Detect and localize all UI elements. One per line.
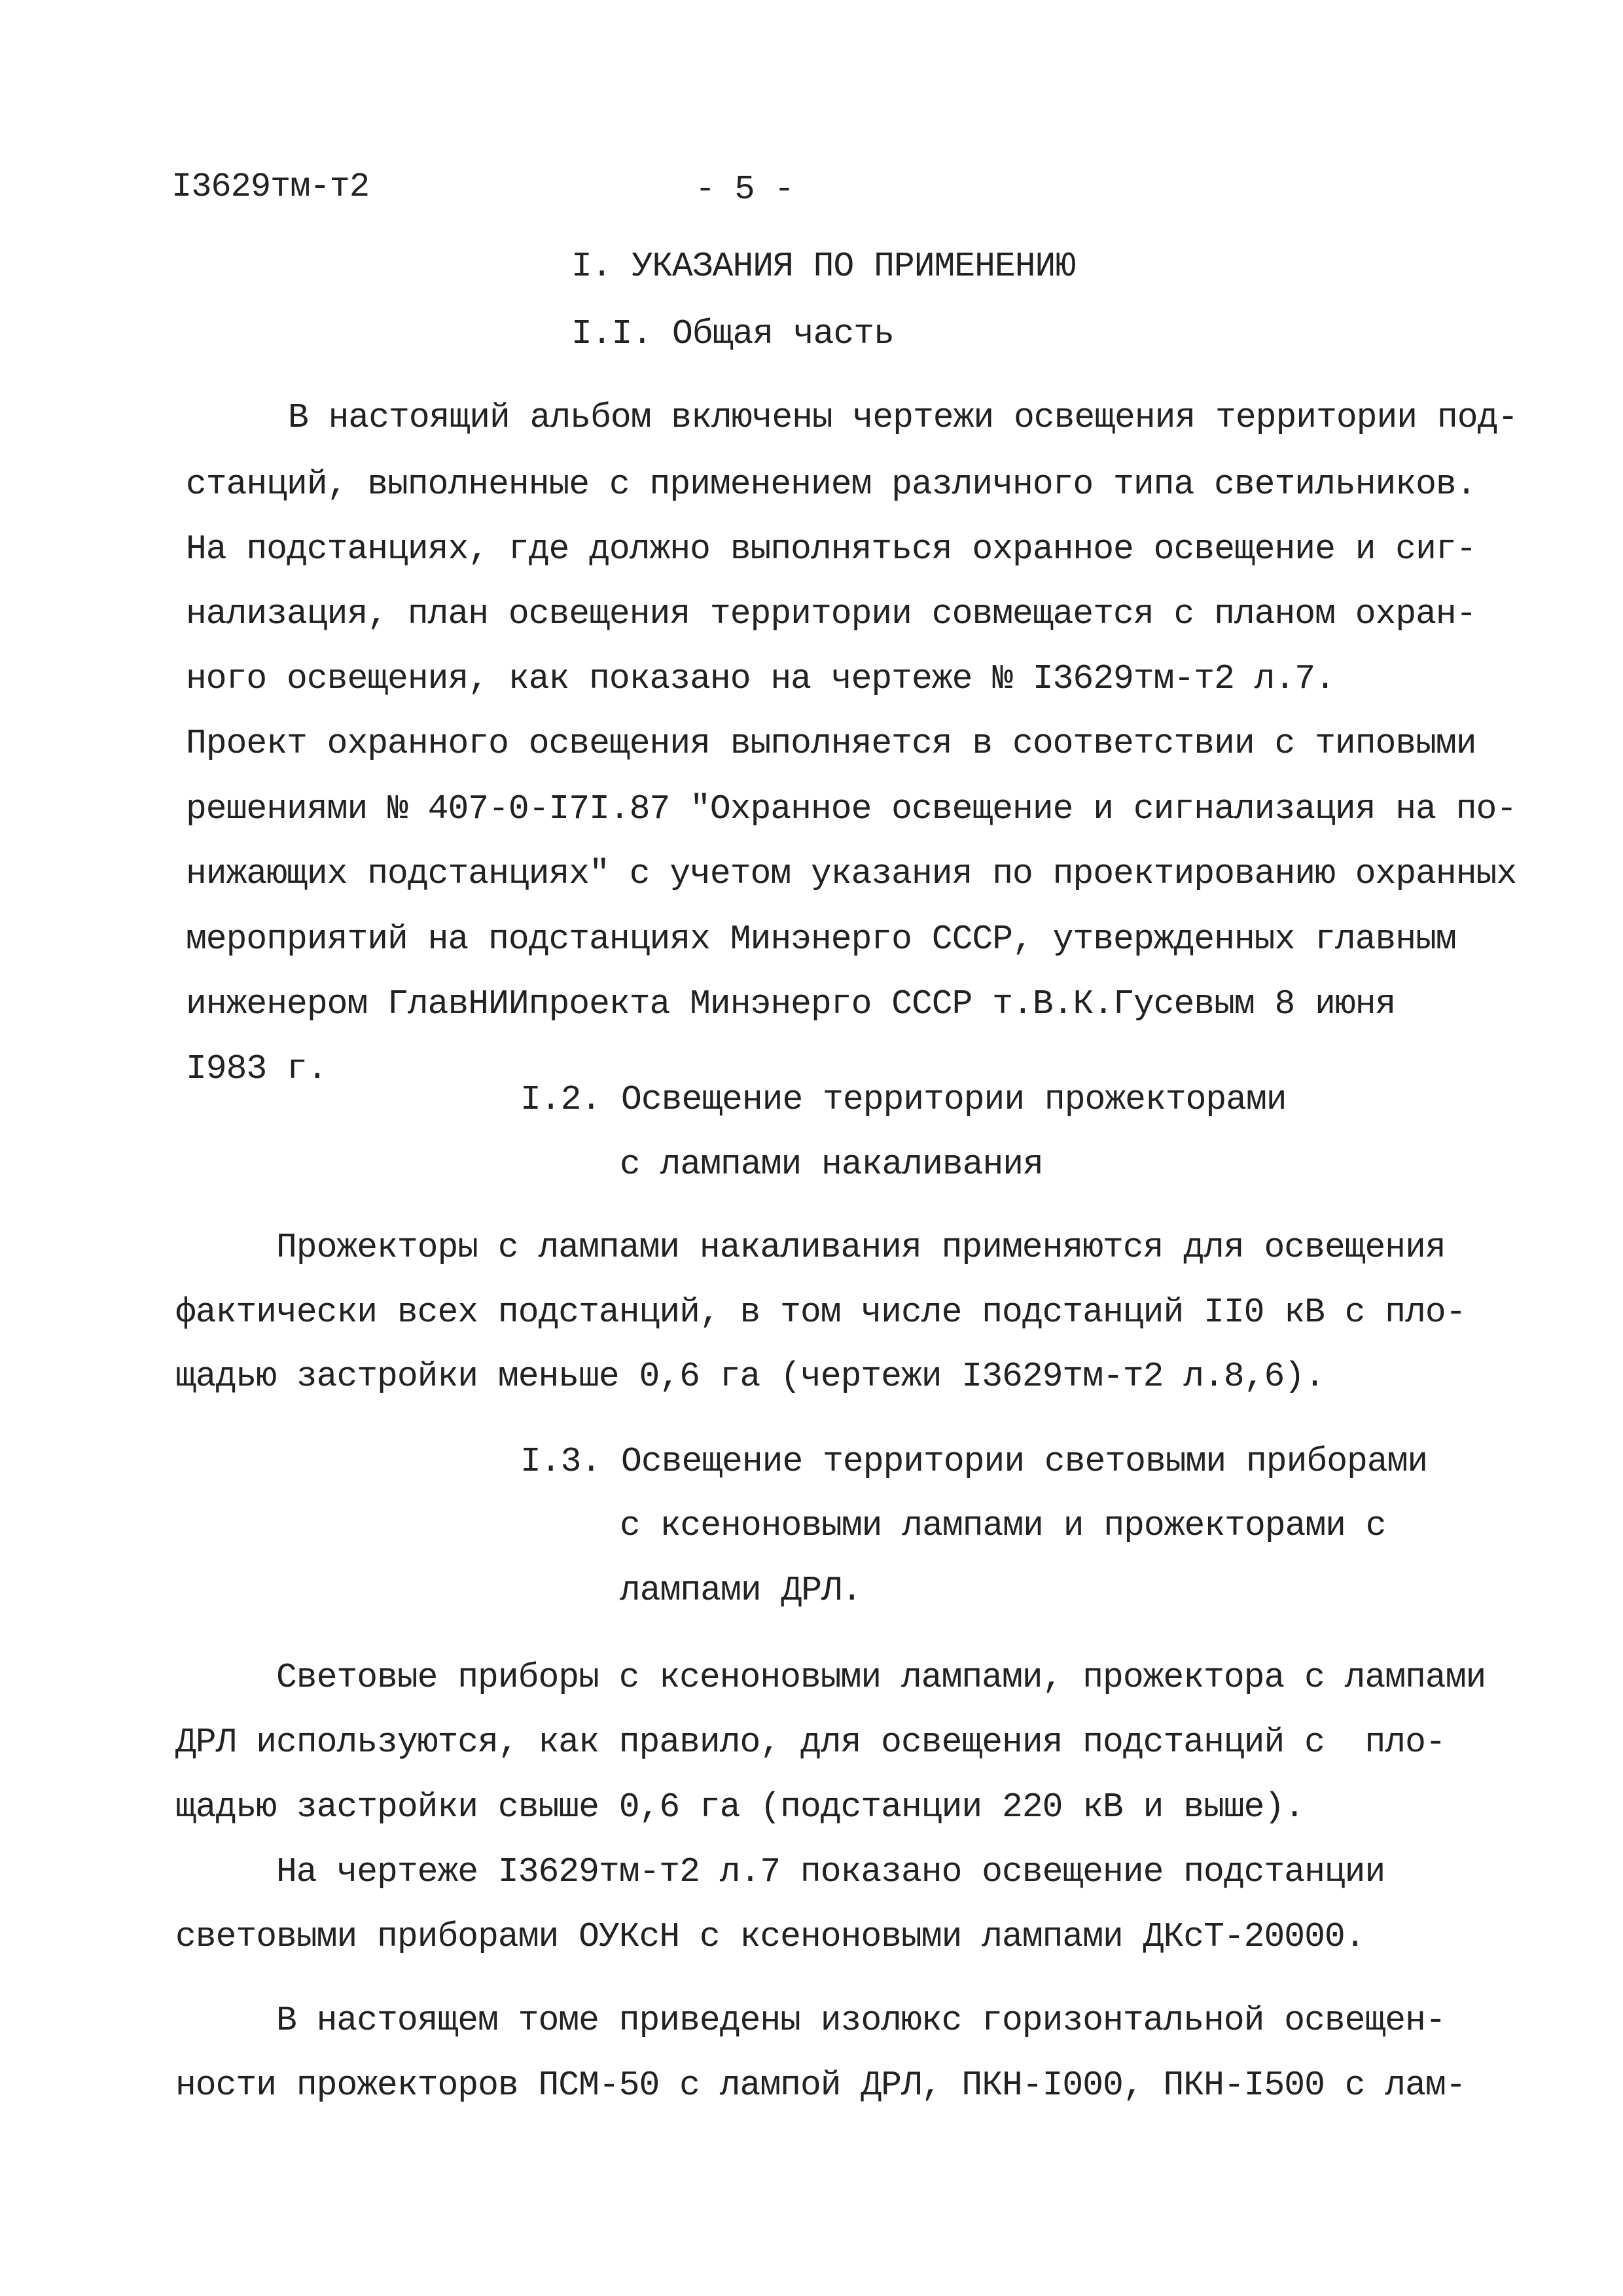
paragraph-line: Проект охранного освещения выполняется в соответствии с типовыми bbox=[186, 724, 1476, 763]
paragraph-line: щадью застройки меньше 0,6 га (чертежи I3629тм-т2 л.8,6). bbox=[175, 1357, 1325, 1396]
paragraph-line: нализация, план освещения территории совмещается с планом охран- bbox=[186, 594, 1476, 634]
section-title: I. УКАЗАНИЯ ПО ПРИМЕНЕНИЮ bbox=[571, 247, 1076, 286]
paragraph-line: Световые приборы с ксеноновыми лампами, прожектора с лампами bbox=[276, 1658, 1486, 1697]
paragraph-line: В настоящем томе приведены изолюкс горизонтальной освещен- bbox=[276, 2001, 1446, 2040]
paragraph-line: На чертеже I3629тм-т2 л.7 показано освещение подстанции bbox=[276, 1852, 1385, 1892]
subsection-2-title: I.2. Освещение территории прожекторами bbox=[520, 1080, 1287, 1119]
subsection-2-title-continued: с лампами накаливания bbox=[620, 1145, 1043, 1184]
paragraph-line: решениями № 407-0-I7I.87 "Охранное освещение и сигнализация на по- bbox=[186, 789, 1517, 829]
paragraph-line: Прожекторы с лампами накаливания применяются для освещения bbox=[276, 1228, 1446, 1267]
subsection-3-title: I.3. Освещение территории световыми приборами bbox=[520, 1442, 1428, 1481]
paragraph-line: ности прожекторов ПСМ-50 с лампой ДРЛ, ПКН-I000, ПКН-I500 с лам- bbox=[175, 2066, 1466, 2105]
paragraph-line: нижающих подстанциях" с учетом указания по проектированию охранных bbox=[186, 854, 1517, 893]
paragraph-line: станций, выполненные с применением различного типа светильников. bbox=[186, 465, 1476, 504]
page-number: - 5 - bbox=[695, 170, 794, 209]
paragraph-line: световыми приборами ОУКсН с ксеноновыми лампами ДКсТ-20000. bbox=[175, 1917, 1365, 1956]
subsection-1-title: I.I. Общая часть bbox=[571, 314, 894, 353]
paragraph-line: фактически всех подстанций, в том числе подстанций II0 кВ с пло- bbox=[175, 1293, 1466, 1332]
paragraph-line: щадью застройки свыше 0,6 га (подстанции 220 кВ и выше). bbox=[175, 1787, 1305, 1827]
paragraph-line: В настоящий альбом включены чертежи освещения территории под- bbox=[288, 398, 1518, 437]
paragraph-line: ДРЛ используются, как правило, для освещения подстанций с пло- bbox=[175, 1723, 1446, 1762]
document-code: I3629тм-т2 bbox=[171, 168, 370, 206]
paragraph-line: На подстанциях, где должно выполняться охранное освещение и сиг- bbox=[186, 529, 1476, 569]
subsection-3-title-continued: лампами ДРЛ. bbox=[620, 1571, 862, 1610]
paragraph-line: инженером ГлавНИИпроекта Минэнерго СССР т.В.К.Гусевым 8 июня bbox=[186, 984, 1396, 1024]
paragraph-line: I983 г. bbox=[186, 1049, 327, 1088]
paragraph-line: ного освещения, как показано на чертеже № I3629тм-т2 л.7. bbox=[186, 659, 1335, 698]
subsection-3-title-continued: с ксеноновыми лампами и прожекторами с bbox=[620, 1506, 1386, 1545]
paragraph-line: мероприятий на подстанциях Минэнерго СССР, утвержденных главным bbox=[186, 920, 1456, 959]
